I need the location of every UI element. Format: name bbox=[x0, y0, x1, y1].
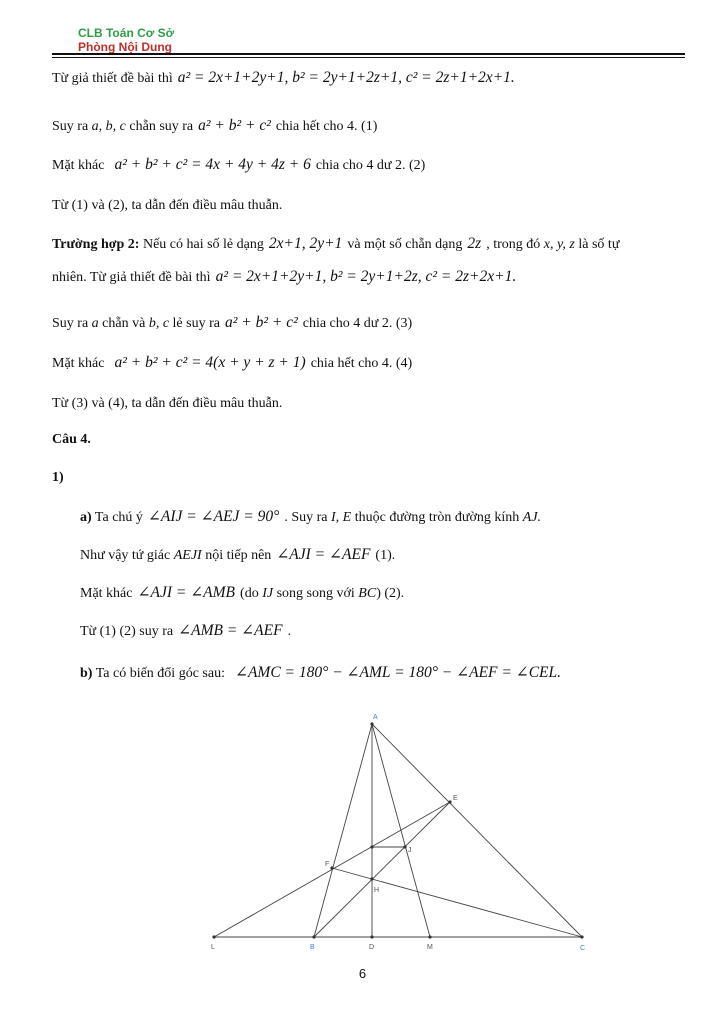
header-rule-thin bbox=[52, 57, 685, 58]
text: lẻ suy ra bbox=[169, 316, 220, 331]
text: là số tự bbox=[574, 237, 620, 252]
point-L bbox=[212, 935, 215, 938]
line-part-b bbox=[80, 664, 566, 683]
case-heading: Trường hợp 2: bbox=[52, 237, 140, 252]
segment-AC bbox=[372, 724, 582, 937]
text: . bbox=[287, 624, 292, 639]
line-even-case1 bbox=[52, 117, 377, 136]
part-heading: 1) bbox=[52, 470, 64, 485]
label-M: M bbox=[427, 944, 433, 951]
text: chia cho 4 dư 2. (3) bbox=[302, 316, 413, 331]
text: và một số chẵn dạng bbox=[347, 237, 463, 252]
math: a² + b² + c² = 4(x + y + z + 1) bbox=[114, 354, 306, 371]
line-parallel bbox=[80, 584, 404, 603]
text: . Suy ra bbox=[284, 510, 332, 525]
label-A: A bbox=[373, 714, 378, 721]
text: , trong đó bbox=[486, 237, 544, 252]
line-otherwise-case2 bbox=[52, 354, 412, 373]
math: a² = 2x+1+2y+1, b² = 2y+1+2z, c² = 2z+2x+1. bbox=[215, 268, 517, 285]
point-B bbox=[312, 935, 315, 938]
vars: BC bbox=[358, 586, 377, 601]
header-rule-thick bbox=[52, 53, 685, 55]
vars: AEJI bbox=[173, 548, 202, 563]
text: chẵn và bbox=[98, 316, 149, 331]
text: chia hết cho 4. (4) bbox=[310, 356, 413, 371]
text: nội tiếp nên bbox=[201, 548, 272, 563]
math: ∠AJI = ∠AEF bbox=[276, 546, 371, 563]
math: ∠AJI = ∠AMB bbox=[137, 584, 236, 601]
vars: AJ. bbox=[522, 510, 542, 525]
math: ∠AIJ = ∠AEJ = 90° bbox=[147, 508, 280, 525]
header-club-name: CLB Toán Cơ Sở bbox=[78, 26, 175, 40]
text: Suy ra bbox=[52, 316, 92, 331]
vars: a, b, c bbox=[91, 119, 126, 134]
point-M bbox=[428, 935, 431, 938]
text: chẵn suy ra bbox=[125, 119, 194, 134]
line-case2-intro bbox=[52, 235, 619, 254]
line-otherwise-case1 bbox=[52, 156, 425, 175]
text: ) (2). bbox=[376, 586, 405, 601]
math: a² + b² + c² bbox=[198, 117, 271, 134]
point-H bbox=[370, 877, 373, 880]
text: Như vậy tứ giác bbox=[80, 548, 174, 563]
text: Mặt khác bbox=[80, 586, 133, 601]
point-E bbox=[448, 800, 451, 803]
math: ∠AMC = 180° − ∠AML = 180° − ∠AEF = ∠CEL. bbox=[234, 664, 562, 681]
text: Từ (1) (2) suy ra bbox=[80, 624, 174, 639]
line-contradiction-2: Từ (3) và (4), ta dẫn đến điều mâu thuẫn. bbox=[52, 396, 283, 411]
text: chia hết cho 4. (1) bbox=[275, 119, 378, 134]
text: Từ giả thiết đề bài thì bbox=[52, 71, 173, 86]
point-J bbox=[403, 845, 406, 848]
segment-AB bbox=[314, 724, 372, 937]
math: a² + b² + c² bbox=[224, 314, 298, 331]
line-cyclic-quad bbox=[80, 546, 395, 565]
question-heading: Câu 4. bbox=[52, 432, 91, 447]
label-B: B bbox=[310, 944, 315, 951]
line-contradiction-1: Từ (1) và (2), ta dẫn đến điều mâu thuẫn. bbox=[52, 198, 283, 213]
text: (1). bbox=[375, 548, 396, 563]
geometry-figure bbox=[200, 705, 600, 955]
subpart-label: b) bbox=[80, 666, 93, 681]
line-part-a bbox=[80, 508, 541, 527]
point-A bbox=[370, 722, 373, 725]
club-header bbox=[78, 26, 174, 54]
label-D: D bbox=[369, 944, 375, 951]
label-F: F bbox=[325, 861, 330, 868]
line-parity-case2 bbox=[52, 314, 412, 333]
segment-BE bbox=[314, 802, 450, 937]
point-F bbox=[330, 866, 333, 869]
segment-FC bbox=[332, 868, 582, 937]
vars: a bbox=[91, 316, 99, 331]
header-department: Phòng Nội Dung bbox=[78, 40, 172, 54]
line-hypothesis-case1 bbox=[52, 69, 520, 88]
vars: x, y, z bbox=[543, 237, 575, 252]
line-hypothesis-case2 bbox=[52, 268, 521, 287]
point-C bbox=[580, 935, 583, 938]
math: 2x+1, 2y+1 bbox=[268, 235, 343, 252]
math: a² = 2x+1+2y+1, b² = 2y+1+2z+1, c² = 2z+1+2x+1. bbox=[177, 69, 515, 86]
line-conclusion-a bbox=[80, 622, 291, 641]
text: (do bbox=[240, 586, 263, 601]
math: 2z bbox=[467, 235, 482, 252]
label-E: E bbox=[453, 795, 458, 802]
text: song song với bbox=[273, 586, 359, 601]
text: chia cho 4 dư 2. (2) bbox=[315, 158, 426, 173]
label-H: H bbox=[374, 887, 380, 894]
point-D bbox=[370, 935, 373, 938]
math: a² + b² + c² = 4x + 4y + 4z + 6 bbox=[114, 156, 311, 173]
vars: IJ bbox=[262, 586, 274, 601]
subpart-label: a) bbox=[80, 510, 92, 525]
text: Mặt khác bbox=[52, 356, 105, 371]
text: nhiên. Từ giả thiết đề bài thì bbox=[52, 270, 211, 285]
vars: I, E bbox=[331, 510, 352, 525]
vars: b, c bbox=[148, 316, 170, 331]
math: ∠AMB = ∠AEF bbox=[178, 622, 283, 639]
point-I bbox=[370, 845, 373, 848]
text: Ta chú ý bbox=[91, 510, 143, 525]
label-I: I bbox=[371, 836, 373, 843]
label-L: L bbox=[211, 944, 215, 951]
label-J: J bbox=[408, 847, 412, 854]
page-number: 6 bbox=[358, 966, 367, 981]
text: Suy ra bbox=[52, 119, 92, 134]
text: Mặt khác bbox=[52, 158, 105, 173]
text: Nếu có hai số lẻ dạng bbox=[139, 237, 264, 252]
label-C: C bbox=[580, 945, 586, 952]
text: Ta có biến đổi góc sau: bbox=[92, 666, 225, 681]
text: thuộc đường tròn đường kính bbox=[351, 510, 523, 525]
